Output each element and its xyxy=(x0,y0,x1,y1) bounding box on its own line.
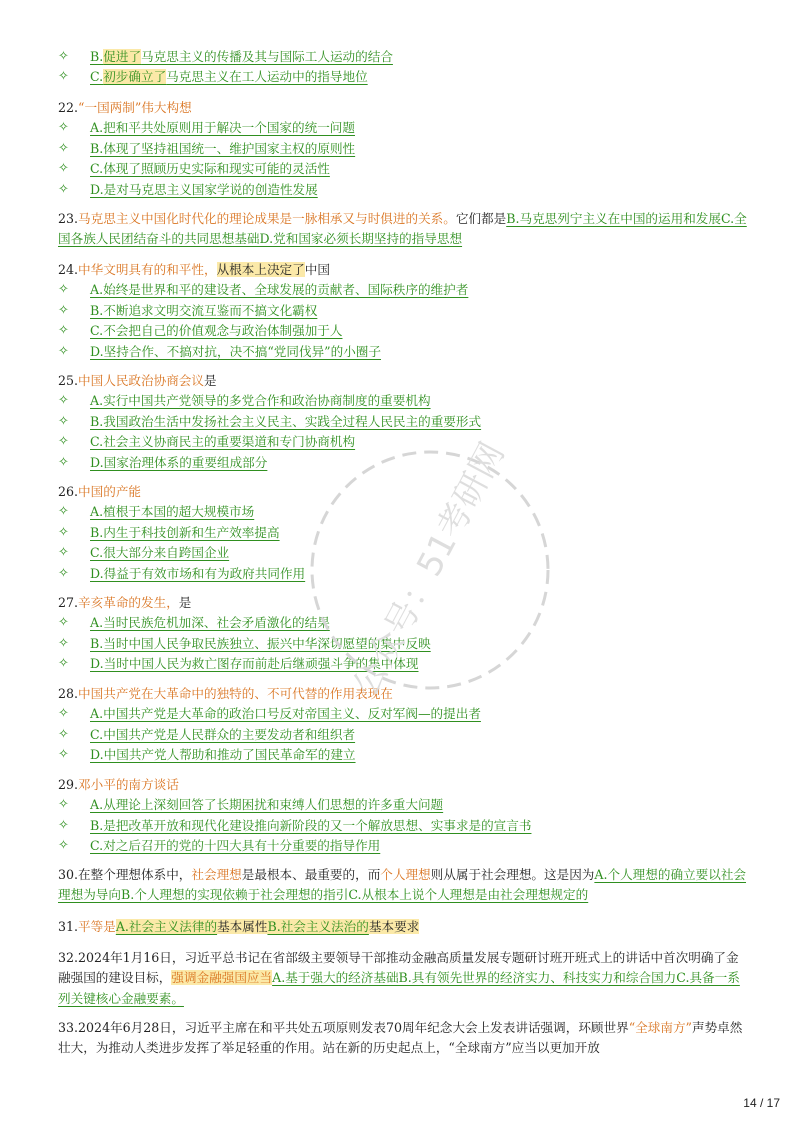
diamond-outline-icon: ✧ xyxy=(58,524,69,540)
question-22 xyxy=(58,98,748,200)
option-item: ✧ D.中国共产党人帮助和推动了国民革命军的建立 xyxy=(58,745,748,765)
question-title: 28.中国共产党在大革命中的独特的、不可代替的作用表现在 xyxy=(58,686,393,701)
question-31: 31.平等是A.社会主义法律的基本属性B.社会主义法治的基本要求 xyxy=(58,919,420,934)
option-item: ✧ B.当时中国人民争取民族独立、振兴中华深切愿望的集中反映 xyxy=(58,634,748,654)
diamond-outline-icon: ✧ xyxy=(58,454,69,470)
option-item: ✧ D.当时中国人民为救亡图存而前赴后继顽强斗争的集中体现 xyxy=(58,654,748,674)
option-item: ✧ A.从理论上深刻回答了长期困扰和束缚人们思想的许多重大问题 xyxy=(58,795,748,815)
option-item: ✧ A.当时民族危机加深、社会矛盾激化的结果 xyxy=(58,613,748,633)
option-item: ✧ A.实行中国共产党领导的多党合作和政治协商制度的重要机构 xyxy=(58,391,748,411)
question-27 xyxy=(58,593,748,675)
question-25 xyxy=(58,371,748,473)
option-item: ✧ B.是把改革开放和现代化建设推向新阶段的又一个解放思想、实事求是的宣言书 xyxy=(58,816,748,836)
diamond-outline-icon: ✧ xyxy=(58,282,69,298)
option-item: ✧ B.不断追求文明交流互鉴而不搞文化霸权 xyxy=(58,301,748,321)
question-29 xyxy=(58,775,748,857)
option-item: ✧ C.很大部分来自跨国企业 xyxy=(58,543,748,563)
option-item: ✧ B.体现了坚持祖国统一、维护国家主权的原则性 xyxy=(58,139,748,159)
option-item: ✧ C.对之后召开的党的十四大具有十分重要的指导作用 xyxy=(58,836,748,856)
question-26 xyxy=(58,482,748,584)
question-30: 30.在整个理想体系中，社会理想是最根本、最重要的，而个人理想则从属于社会理想。这是因为A.个人理想的确立要以社会理想为导向B.个人理想的实现依赖于社会理想的指引C.从根本上说个人理想是由社会理想规定的 xyxy=(58,867,747,903)
diamond-outline-icon: ✧ xyxy=(58,615,69,631)
option-item: ✧ B.我国政治生活中发扬社会主义民主、实践全过程人民民主的重要形式 xyxy=(58,412,748,432)
diamond-outline-icon: ✧ xyxy=(58,797,69,813)
diamond-outline-icon: ✧ xyxy=(58,393,69,409)
option-item: ✧ B.内生于科技创新和生产效率提高 xyxy=(58,523,748,543)
option-item: ✧ A.把和平共处原则用于解决一个国家的统一问题 xyxy=(58,118,748,138)
diamond-outline-icon: ✧ xyxy=(58,434,69,450)
diamond-outline-icon: ✧ xyxy=(58,161,69,177)
question-title: 29.邓小平的南方谈话 xyxy=(58,777,179,792)
diamond-outline-icon: ✧ xyxy=(58,706,69,722)
question-title: 26.中国的产能 xyxy=(58,484,141,499)
diamond-outline-icon: ✧ xyxy=(58,49,69,64)
option-item: ✧ B.促进了马克思主义的传播及其与国际工人运动的结合 xyxy=(58,47,748,67)
question-title: 22.“一国两制”伟大构想 xyxy=(58,100,192,115)
option-item: ✧ C.初步确立了马克思主义在工人运动中的指导地位 xyxy=(58,67,748,87)
diamond-outline-icon: ✧ xyxy=(58,838,69,854)
diamond-outline-icon: ✧ xyxy=(58,817,69,833)
diamond-outline-icon: ✧ xyxy=(58,635,69,651)
option-item: ✧ D.得益于有效市场和有为政府共同作用 xyxy=(58,564,748,584)
diamond-outline-icon: ✧ xyxy=(58,656,69,672)
option-item: ✧ D.坚持合作、不搞对抗，决不搞“党同伐异”的小圈子 xyxy=(58,342,748,362)
question-28 xyxy=(58,684,748,766)
diamond-outline-icon: ✧ xyxy=(58,413,69,429)
option-item: ✧ C.体现了照顾历史实际和现实可能的灵活性 xyxy=(58,159,748,179)
diamond-outline-icon: ✧ xyxy=(58,726,69,742)
diamond-outline-icon: ✧ xyxy=(58,504,69,520)
diamond-outline-icon: ✧ xyxy=(58,120,69,136)
question-32: 32.2024年1月16日，习近平总书记在省部级主要领导干部推动金融高质量发展专题研讨班开班式上的讲话中首次明确了金融强国的建设目标，强调金融强国应当A.基于强大的经济基础B.具有领先世界的经济实力、科技实力和综合国力C.具备一系列关键核心金融要素。 xyxy=(58,950,740,1006)
page-number: 14 / 17 xyxy=(743,1096,780,1110)
option-item: ✧ A.植根于本国的超大规模市场 xyxy=(58,502,748,522)
question-23: 23.马克思主义中国化时代化的理论成果是一脉相承又与时俱进的关系。它们都是B.马克思列宁主义在中国的运用和发展C.全国各族人民团结奋斗的共同思想基础D.党和国家必须长期坚持的指导思想 xyxy=(58,211,747,247)
question-title: 27.辛亥革命的发生，是 xyxy=(58,595,192,610)
option-item: ✧ C.不会把自己的价值观念与政治体制强加于人 xyxy=(58,321,748,341)
option-item: ✧ C.中国共产党是人民群众的主要发动者和组织者 xyxy=(58,725,748,745)
question-24 xyxy=(58,260,748,362)
question-title: 25.中国人民政治协商会议是 xyxy=(58,373,217,388)
option-item: ✧ D.是对马克思主义国家学说的创造性发展 xyxy=(58,180,748,200)
option-item: ✧ D.国家治理体系的重要组成部分 xyxy=(58,453,748,473)
option-item: ✧ C.社会主义协商民主的重要渠道和专门协商机构 xyxy=(58,432,748,452)
question-33: 33.2024年6月28日，习近平主席在和平共处五项原则发表70周年纪念大会上发表讲话强调，环顾世界“全球南方”声势卓然壮大，为推动人类进步发挥了举足轻重的作用。站在新的历史起点上，“全球南方”应当以更加开放 xyxy=(58,1020,743,1056)
watermark-text: 公众号：51考研网 xyxy=(345,435,513,704)
diamond-outline-icon: ✧ xyxy=(58,181,69,197)
diamond-outline-icon: ✧ xyxy=(58,545,69,561)
diamond-outline-icon: ✧ xyxy=(58,140,69,156)
question-21-continued xyxy=(58,47,748,88)
diamond-outline-icon: ✧ xyxy=(58,323,69,339)
diamond-outline-icon: ✧ xyxy=(58,343,69,359)
question-title: 24.中华文明具有的和平性，从根本上决定了中国 xyxy=(58,262,330,277)
diamond-outline-icon: ✧ xyxy=(58,565,69,581)
diamond-outline-icon: ✧ xyxy=(58,302,69,318)
option-item: ✧ A.中国共产党是大革命的政治口号反对帝国主义、反对军阀—的提出者 xyxy=(58,704,748,724)
diamond-outline-icon: ✧ xyxy=(58,69,69,85)
option-item: ✧ A.始终是世界和平的建设者、全球发展的贡献者、国际秩序的维护者 xyxy=(58,280,748,300)
diamond-outline-icon: ✧ xyxy=(58,747,69,763)
